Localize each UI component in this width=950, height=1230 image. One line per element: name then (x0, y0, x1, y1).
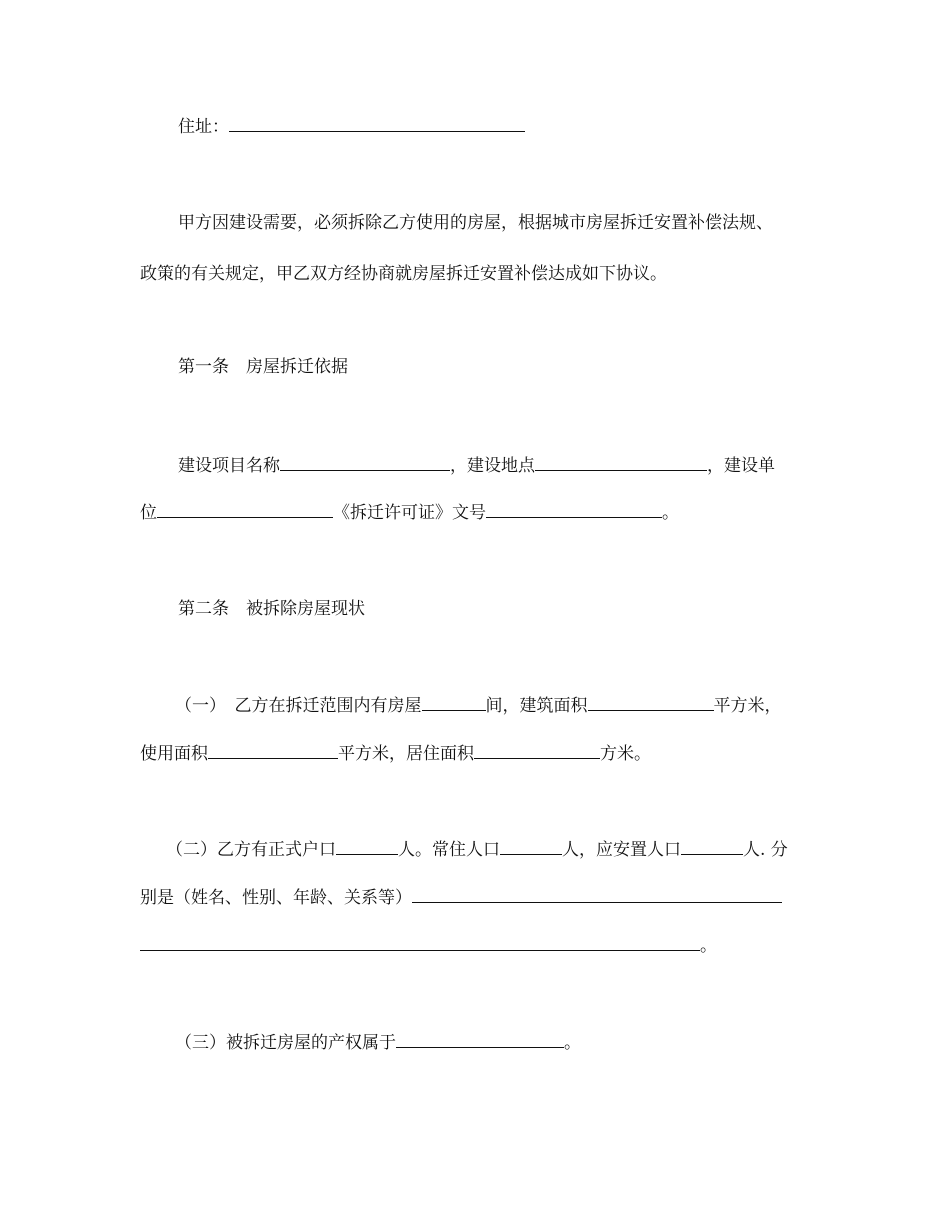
item2-line-2 (140, 885, 782, 910)
item1-line-2 (140, 741, 651, 766)
item2-line-1 (166, 837, 788, 862)
item3-prefix: （三）被拆迁房屋的产权属于 (175, 1033, 396, 1053)
address-label: 住址： (178, 117, 229, 137)
unit-label-part2: 位 (140, 503, 157, 523)
resettle-label: 人，应安置人口 (562, 840, 681, 860)
people-sep-label: 人. 分 (743, 840, 788, 860)
article1-period: 。 (662, 503, 679, 523)
details-blank-2[interactable] (140, 933, 700, 951)
unit-label-part1: ，建设单 (707, 456, 775, 476)
item1-prefix: （一） 乙方在拆迁范围内有房屋 (175, 696, 422, 716)
sqm2-label: 平方米，居住面积 (338, 744, 474, 764)
article2-heading: 第二条 被拆除房屋现状 (178, 599, 365, 619)
item3-line (175, 1030, 581, 1055)
use-area-blank[interactable] (208, 741, 338, 759)
site-label: ，建设地点 (450, 456, 535, 476)
address-line (178, 114, 525, 139)
ownership-blank[interactable] (396, 1030, 564, 1048)
details-label: 别是（姓名、性别、年龄、关系等） (140, 888, 412, 908)
article1-line-1 (178, 453, 775, 478)
sqm3-label: 方米。 (600, 744, 651, 764)
resettle-blank[interactable] (681, 837, 743, 855)
address-blank[interactable] (229, 114, 525, 132)
item3-period: 。 (564, 1033, 581, 1053)
resident-blank[interactable] (500, 837, 562, 855)
item2-period: 。 (700, 936, 717, 956)
rooms-blank[interactable] (422, 693, 486, 711)
article1-line-2 (140, 500, 679, 525)
details-blank[interactable] (412, 885, 782, 903)
item2-prefix: （二）乙方有正式户口 (166, 840, 336, 860)
permit-blank[interactable] (486, 500, 662, 518)
unit-blank[interactable] (157, 500, 333, 518)
article1-heading: 第一条 房屋拆迁依据 (178, 357, 348, 377)
item2-line-3 (140, 933, 717, 958)
sqm1-label: 平方米， (713, 696, 782, 716)
intro-line-2: 政策的有关规定，甲乙双方经协商就房屋拆迁安置补偿达成如下协议。 (140, 264, 667, 284)
resident-label: 人。常住人口 (398, 840, 500, 860)
living-area-blank[interactable] (474, 741, 600, 759)
intro-line-1: 甲方因建设需要，必须拆除乙方使用的房屋，根据城市房屋拆迁安置补偿法规、 (178, 213, 773, 233)
building-area-blank[interactable] (588, 693, 714, 711)
rooms-label: 间，建筑面积 (485, 696, 588, 716)
permit-label: 《拆迁许可证》文号 (333, 503, 486, 523)
site-blank[interactable] (535, 453, 707, 471)
item1-line-1 (175, 693, 782, 718)
project-name-label: 建设项目名称 (178, 456, 280, 476)
project-name-blank[interactable] (280, 453, 450, 471)
use-area-label: 使用面积 (140, 744, 208, 764)
registered-blank[interactable] (336, 837, 398, 855)
